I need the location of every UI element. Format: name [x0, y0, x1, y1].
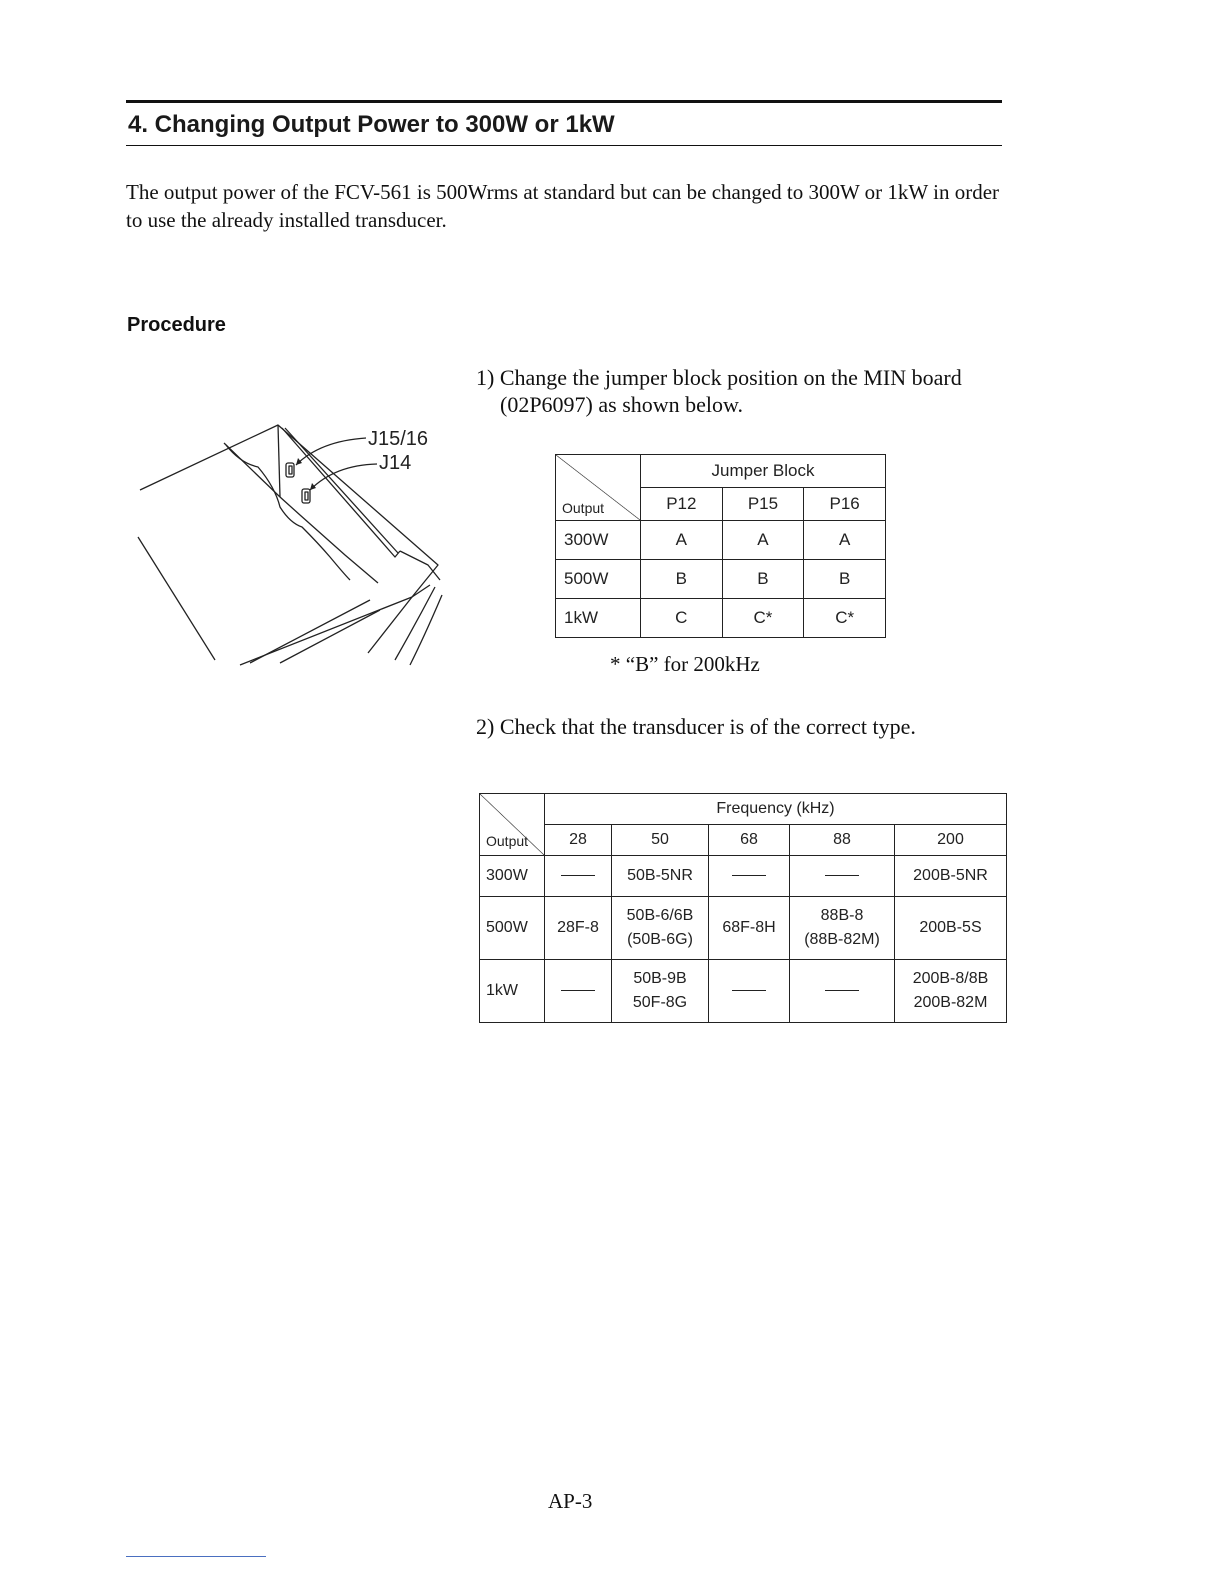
jumper-row-output: 1kW	[556, 599, 641, 638]
freq-cell	[790, 897, 895, 960]
footer-rule	[126, 1556, 266, 1557]
min-board-illustration	[130, 415, 460, 670]
empty-dash	[561, 990, 595, 991]
jumper-block-table	[555, 454, 886, 638]
freq-cell-line: (88B-82M)	[804, 931, 880, 948]
step-1	[476, 364, 1016, 418]
freq-cell-empty	[709, 856, 790, 897]
freq-cell	[895, 960, 1007, 1023]
page-heading: 4. Changing Output Power to 300W or 1kW	[128, 111, 615, 138]
freq-col-header: 88	[790, 825, 895, 856]
jumper-cell: A	[641, 521, 723, 560]
jumper-cell: A	[722, 521, 804, 560]
freq-cell	[612, 960, 709, 1023]
freq-group-header: Frequency (kHz)	[545, 794, 1007, 825]
jumper-table-note: * “B” for 200kHz	[610, 652, 760, 676]
jumper-cell: C*	[722, 599, 804, 638]
freq-cell-line: 50B-6/6B	[626, 907, 694, 924]
freq-cell-line: 28F-8	[557, 919, 599, 936]
freq-cell	[612, 856, 709, 897]
freq-cell-empty	[790, 960, 895, 1023]
freq-cell-empty	[709, 960, 790, 1023]
freq-corner-label: Output	[486, 833, 529, 849]
empty-dash	[561, 875, 595, 876]
table-row	[556, 560, 886, 599]
jumper-row-output: 300W	[556, 521, 641, 560]
freq-table-corner	[480, 794, 545, 856]
freq-cell	[895, 856, 1007, 897]
empty-dash	[825, 990, 859, 991]
freq-cell-empty	[545, 856, 612, 897]
empty-dash	[732, 875, 766, 876]
freq-cell-line: 200B-82M	[913, 994, 988, 1011]
freq-cell-empty	[790, 856, 895, 897]
freq-cell-empty	[545, 960, 612, 1023]
freq-col-header: 28	[545, 825, 612, 856]
step-1-line-2: (02P6097) as shown below.	[500, 392, 743, 417]
freq-col-header: 68	[709, 825, 790, 856]
empty-dash	[732, 990, 766, 991]
jumper-cell: C*	[804, 599, 886, 638]
jumper-row-output: 500W	[556, 560, 641, 599]
step-2: 2) Check that the transducer is of the correct type.	[476, 714, 916, 739]
jumper-cell: C	[641, 599, 723, 638]
jumper-cell: B	[641, 560, 723, 599]
jumper-cell: B	[722, 560, 804, 599]
freq-cell-line: 200B-8/8B	[912, 970, 989, 987]
freq-cell-line: 50F-8G	[632, 994, 688, 1011]
jumper-group-header: Jumper Block	[641, 455, 886, 488]
label-j15-16: J15/16	[368, 428, 429, 450]
jumper-cell: B	[804, 560, 886, 599]
table-row	[556, 521, 886, 560]
table-row	[480, 897, 1007, 960]
page-number: AP-3	[548, 1489, 593, 1513]
freq-cell-line: 200B-5S	[919, 919, 982, 936]
table-row	[480, 856, 1007, 897]
step-1-line-1: 1) Change the jumper block position on the MIN board	[476, 365, 962, 390]
empty-dash	[825, 875, 859, 876]
heading-bottom-rule	[126, 145, 1002, 146]
jumper-col-header: P16	[804, 488, 886, 521]
table-row	[480, 960, 1007, 1023]
freq-cell-line: 200B-5NR	[913, 867, 988, 884]
freq-cell	[709, 897, 790, 960]
freq-cell-line: 50B-5NR	[627, 867, 693, 884]
freq-row-output: 300W	[480, 856, 545, 897]
freq-row-output: 1kW	[480, 960, 545, 1023]
jumper-cell: A	[804, 521, 886, 560]
freq-cell	[895, 897, 1007, 960]
label-j14: J14	[379, 452, 412, 474]
jumper-table-corner	[556, 455, 641, 521]
intro-paragraph: The output power of the FCV-561 is 500Wrms at standard but can be changed to 300W or 1kW in order to use the already installed transducer.	[126, 180, 1000, 232]
freq-cell-line: 50B-9B	[633, 970, 687, 987]
freq-cell-line: 68F-8H	[722, 919, 776, 936]
freq-col-header: 50	[612, 825, 709, 856]
freq-cell-line: 88B-8	[820, 907, 864, 924]
frequency-table	[479, 793, 1007, 1023]
freq-col-header: 200	[895, 825, 1007, 856]
procedure-heading: Procedure	[127, 314, 226, 336]
jumper-corner-label: Output	[562, 500, 605, 516]
table-row	[556, 599, 886, 638]
heading-top-rule	[126, 100, 1002, 103]
freq-cell	[545, 897, 612, 960]
jumper-col-header: P15	[722, 488, 804, 521]
freq-cell-line: (50B-6G)	[627, 931, 693, 948]
freq-cell	[612, 897, 709, 960]
freq-row-output: 500W	[480, 897, 545, 960]
jumper-col-header: P12	[641, 488, 723, 521]
